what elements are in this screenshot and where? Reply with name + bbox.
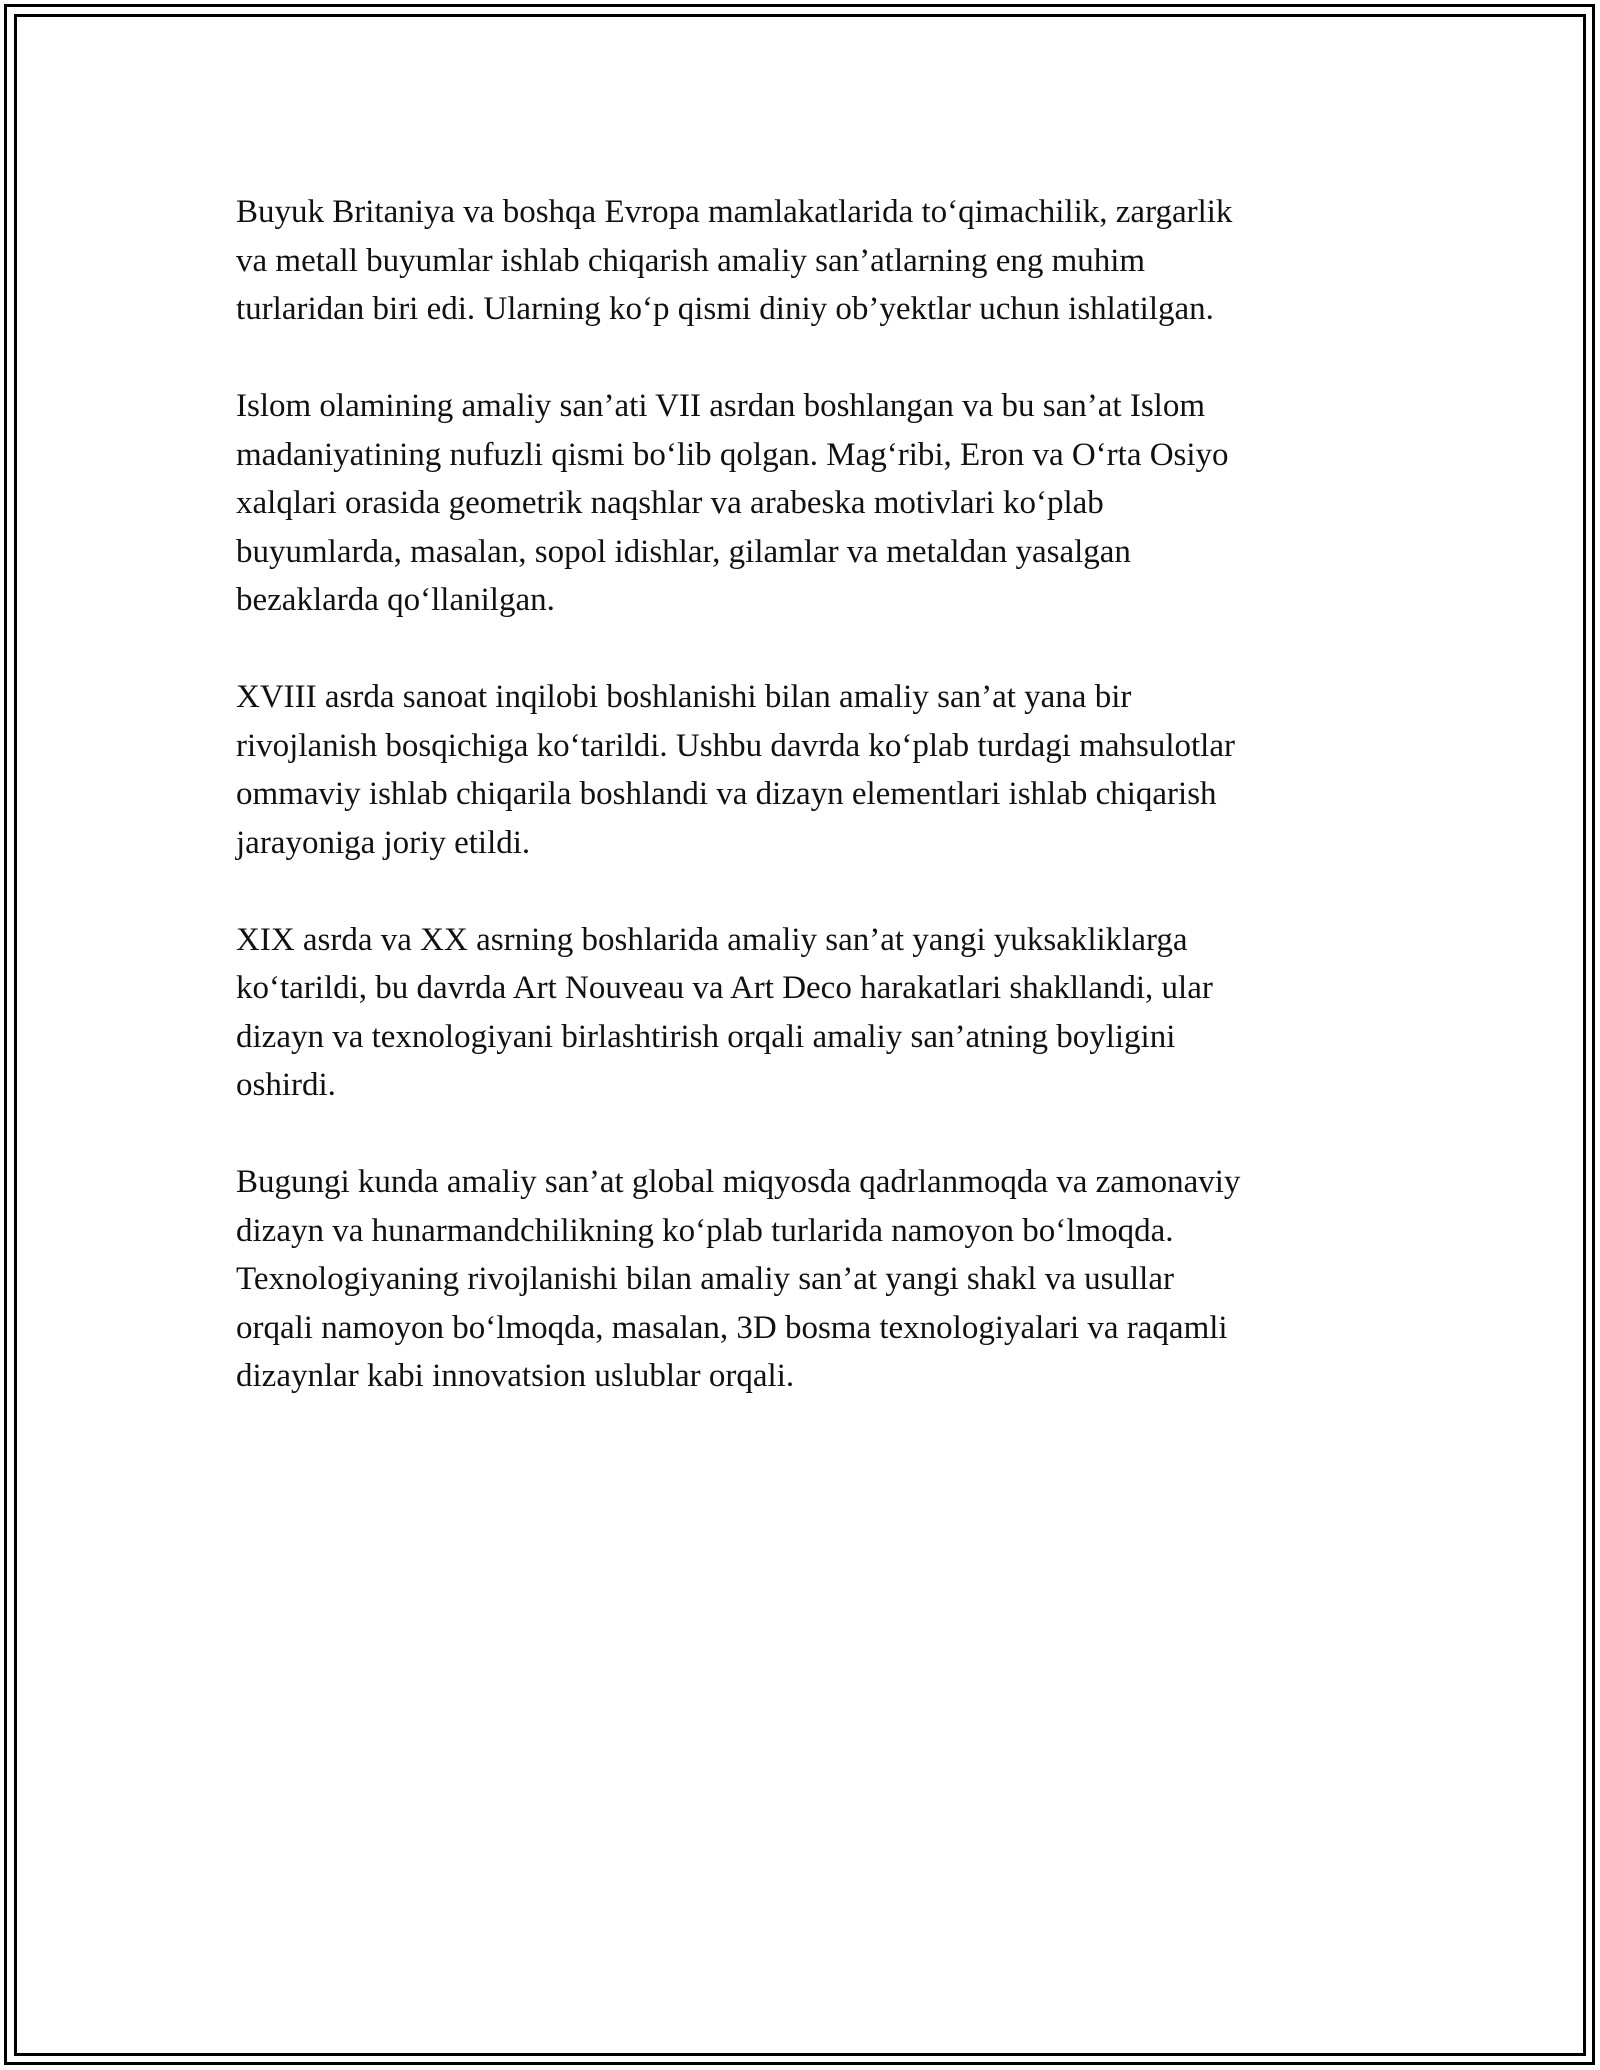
document-body xyxy=(236,188,1366,1449)
paragraph: Buyuk Britaniya va boshqa Evropa mamlakatlarida to‘qimachilik, zargarlik va metall buyumlar ishlab chiqarish amaliy san’atlarning eng muhim turlaridan biri edi. Ularning ko‘p qismi diniy ob’yektlar uchun ishlatilgan. xyxy=(236,194,1233,327)
paragraph: Bugungi kunda amaliy san’at global miqyosda qadrlanmoqda va zamonaviy dizayn va hunarmandchilikning ko‘plab turlarida namoyon bo‘lmoqda. Texnologiyaning rivojlanishi bilan amaliy san’at yangi shakl va usullar orqali namoyon bo‘lmoqda, masalan, 3D bosma texnologiyalari va raqamli dizaynlar kabi innovatsion uslublar orqali. xyxy=(236,1164,1241,1394)
paragraph: XVIII asrda sanoat inqilobi boshlanishi bilan amaliy san’at yana bir rivojlanish bosqichiga ko‘tarildi. Ushbu davrda ko‘plab turdagi mahsulotlar ommaviy ishlab chiqarila boshlandi va dizayn elementlari ishlab chiqarish jarayoniga joriy etildi. xyxy=(236,679,1235,861)
paragraph: XIX asrda va XX asrning boshlarida amaliy san’at yangi yuksakliklarga ko‘tarildi, bu davrda Art Nouveau va Art Deco harakatlari shakllandi, ular dizayn va texnologiyani birlashtirish orqali amaliy san’atning boyligini oshirdi. xyxy=(236,921,1213,1103)
paragraph: Islom olamining amaliy san’ati VII asrdan boshlangan va bu san’at Islom madaniyatining nufuzli qismi bo‘lib qolgan. Mag‘ribi, Eron va O‘rta Osiyo xalqlari orasida geometrik naqshlar va arabeska motivlari ko‘plab buyumlarda, masalan, sopol idishlar, gilamlar va metaldan yasalgan bezaklarda qo‘llanilgan. xyxy=(236,388,1229,618)
